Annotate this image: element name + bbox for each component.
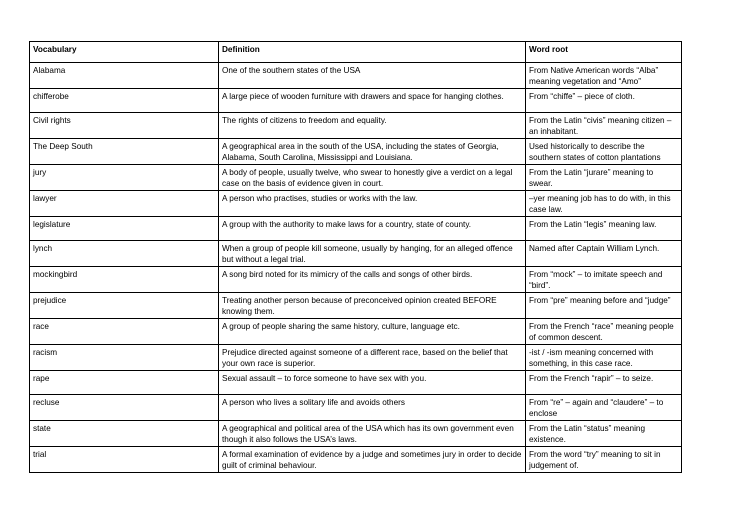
definition-cell: One of the southern states of the USA bbox=[219, 63, 526, 89]
word-root-cell: From “pre” meaning before and “judge” bbox=[526, 293, 682, 319]
word-root-cell: From the French “race” meaning people of common descent. bbox=[526, 319, 682, 345]
definition-cell: When a group of people kill someone, usually by hanging, for an alleged offence but without a legal trial. bbox=[219, 241, 526, 267]
definition-cell: Prejudice directed against someone of a different race, based on the belief that your own race is superior. bbox=[219, 345, 526, 371]
table-row bbox=[30, 113, 682, 139]
vocabulary-cell: Civil rights bbox=[30, 113, 219, 139]
vocabulary-cell: mockingbird bbox=[30, 267, 219, 293]
vocabulary-cell: recluse bbox=[30, 395, 219, 421]
table-row bbox=[30, 165, 682, 191]
word-root-cell: -ist / -ism meaning concerned with something, in this case race. bbox=[526, 345, 682, 371]
vocabulary-cell: Alabama bbox=[30, 63, 219, 89]
word-root-cell: From the French “rapir” – to seize. bbox=[526, 371, 682, 395]
table-row bbox=[30, 345, 682, 371]
header-vocabulary: Vocabulary bbox=[30, 42, 219, 63]
word-root-cell: From the Latin “status” meaning existence. bbox=[526, 421, 682, 447]
table-row bbox=[30, 293, 682, 319]
definition-cell: A geographical area in the south of the USA, including the states of Georgia, Alabama, South Carolina, Mississippi and Louisiana. bbox=[219, 139, 526, 165]
definition-cell: The rights of citizens to freedom and equality. bbox=[219, 113, 526, 139]
table-header-row bbox=[30, 42, 682, 63]
vocabulary-table bbox=[29, 41, 682, 473]
table-row bbox=[30, 241, 682, 267]
word-root-cell: From “re” – again and “claudere” – to enclose bbox=[526, 395, 682, 421]
definition-cell: A formal examination of evidence by a judge and sometimes jury in order to decide guilt of criminal behaviour. bbox=[219, 447, 526, 473]
vocabulary-cell: race bbox=[30, 319, 219, 345]
vocabulary-cell: lawyer bbox=[30, 191, 219, 217]
vocabulary-cell: legislature bbox=[30, 217, 219, 241]
header-definition: Definition bbox=[219, 42, 526, 63]
definition-cell: Sexual assault – to force someone to have sex with you. bbox=[219, 371, 526, 395]
word-root-cell: –yer meaning job has to do with, in this case law. bbox=[526, 191, 682, 217]
vocabulary-cell: lynch bbox=[30, 241, 219, 267]
word-root-cell: From “chiffe” – piece of cloth. bbox=[526, 89, 682, 113]
document-page bbox=[29, 41, 681, 473]
definition-cell: A group with the authority to make laws for a country, state of county. bbox=[219, 217, 526, 241]
vocabulary-cell: trial bbox=[30, 447, 219, 473]
table-row bbox=[30, 139, 682, 165]
definition-cell: A person who practises, studies or works with the law. bbox=[219, 191, 526, 217]
vocabulary-cell: racism bbox=[30, 345, 219, 371]
definition-cell: A body of people, usually twelve, who swear to honestly give a verdict on a legal case on the basis of evidence given in court. bbox=[219, 165, 526, 191]
table-row bbox=[30, 217, 682, 241]
table-row bbox=[30, 89, 682, 113]
vocabulary-cell: state bbox=[30, 421, 219, 447]
definition-cell: A person who lives a solitary life and avoids others bbox=[219, 395, 526, 421]
vocabulary-cell: The Deep South bbox=[30, 139, 219, 165]
definition-cell: A geographical and political area of the USA which has its own government even though it also follows the USA’s laws. bbox=[219, 421, 526, 447]
definition-cell: Treating another person because of preconceived opinion created BEFORE knowing them. bbox=[219, 293, 526, 319]
word-root-cell: From the word “try” meaning to sit in judgement of. bbox=[526, 447, 682, 473]
table-row bbox=[30, 421, 682, 447]
table-row bbox=[30, 191, 682, 217]
word-root-cell: From the Latin “legis” meaning law. bbox=[526, 217, 682, 241]
vocabulary-cell: jury bbox=[30, 165, 219, 191]
table-row bbox=[30, 447, 682, 473]
table-row bbox=[30, 395, 682, 421]
definition-cell: A group of people sharing the same history, culture, language etc. bbox=[219, 319, 526, 345]
definition-cell: A large piece of wooden furniture with drawers and space for hanging clothes. bbox=[219, 89, 526, 113]
header-word-root: Word root bbox=[526, 42, 682, 63]
word-root-cell: From “mock” – to imitate speech and “bird”. bbox=[526, 267, 682, 293]
vocabulary-cell: chifferobe bbox=[30, 89, 219, 113]
table-row bbox=[30, 371, 682, 395]
table-row bbox=[30, 63, 682, 89]
vocabulary-cell: prejudice bbox=[30, 293, 219, 319]
table-row bbox=[30, 267, 682, 293]
word-root-cell: Used historically to describe the southern states of cotton plantations bbox=[526, 139, 682, 165]
word-root-cell: Named after Captain William Lynch. bbox=[526, 241, 682, 267]
definition-cell: A song bird noted for its mimicry of the calls and songs of other birds. bbox=[219, 267, 526, 293]
word-root-cell: From Native American words “Alba” meaning vegetation and “Amo” bbox=[526, 63, 682, 89]
vocabulary-cell: rape bbox=[30, 371, 219, 395]
word-root-cell: From the Latin “jurare” meaning to swear. bbox=[526, 165, 682, 191]
table-row bbox=[30, 319, 682, 345]
word-root-cell: From the Latin “civis” meaning citizen – an inhabitant. bbox=[526, 113, 682, 139]
